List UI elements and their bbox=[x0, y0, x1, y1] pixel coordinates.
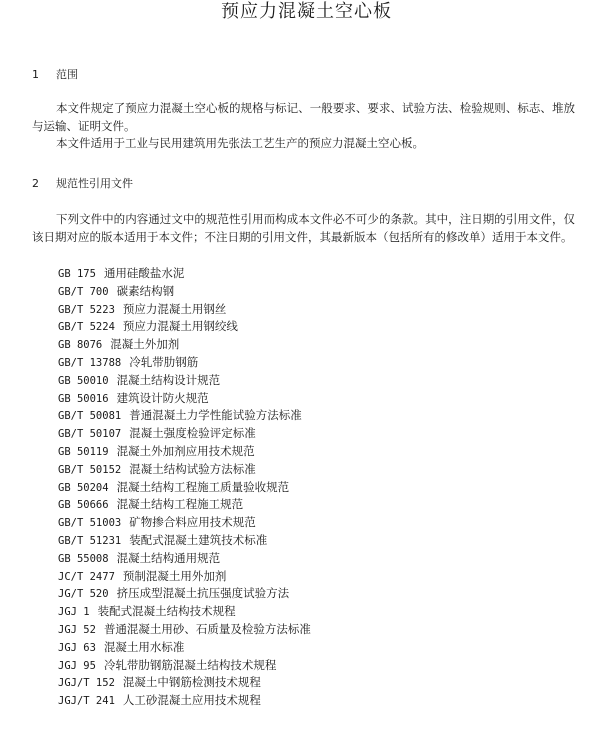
reference-code: GB 175 bbox=[58, 268, 96, 280]
reference-name: 混凝土外加剂 bbox=[110, 337, 180, 352]
reference-code: GB/T 5224 bbox=[58, 321, 115, 334]
reference-code: JGJ 95 bbox=[58, 659, 96, 672]
reference-name: 冷轧带肋钢筋 bbox=[129, 354, 199, 369]
reference-code: GB 50119 bbox=[58, 445, 109, 458]
reference-name: 混凝土结构设计规范 bbox=[116, 372, 221, 387]
reference-item bbox=[58, 301, 311, 319]
reference-code: GB/T 5223 bbox=[58, 303, 115, 316]
reference-item bbox=[58, 514, 311, 532]
reference-code: GB/T 700 bbox=[58, 285, 109, 298]
reference-item bbox=[58, 657, 311, 675]
reference-item bbox=[58, 443, 311, 461]
reference-code: GB 50666 bbox=[58, 499, 109, 512]
reference-item bbox=[58, 568, 311, 586]
section-1-title: 范围 bbox=[56, 68, 78, 81]
reference-item bbox=[58, 479, 311, 497]
reference-name: 预制混凝土用外加剂 bbox=[122, 568, 227, 583]
reference-item bbox=[58, 639, 311, 657]
reference-name: 装配式混凝土结构技术规程 bbox=[97, 604, 236, 619]
section-2-intro-text: 下列文件中的内容通过文中的规范性引用而构成本文件必不可少的条款。其中，注日期的引用文件，仅该日期对应的版本适用于本文件；不注日期的引用文件，其最新版本（包括所有的修改单）适用于本文件。 bbox=[32, 212, 575, 244]
reference-item bbox=[58, 585, 311, 603]
reference-code: GB/T 50107 bbox=[58, 428, 122, 441]
reference-name: 混凝土外加剂应用技术规范 bbox=[116, 443, 255, 458]
section-1-body bbox=[32, 100, 575, 153]
reference-name: 冷轧带肋钢筋混凝土结构技术规程 bbox=[103, 657, 277, 672]
reference-name: 混凝土中钢筋检测技术规程 bbox=[122, 675, 261, 690]
reference-item bbox=[58, 425, 311, 443]
reference-name: 通用硅酸盐水泥 bbox=[103, 266, 185, 280]
section-1-paragraph: 本文件规定了预应力混凝土空心板的规格与标记、一般要求、要求、试验方法、检验规则、标志、堆放与运输、证明文件。 bbox=[32, 101, 575, 133]
reference-code: GB/T 13788 bbox=[58, 356, 122, 369]
reference-item bbox=[58, 532, 311, 550]
reference-name: 挤压成型混凝土抗压强度试验方法 bbox=[116, 586, 290, 601]
reference-name: 建筑设计防火规范 bbox=[116, 390, 209, 405]
document-title: 预应力混凝土空心板 bbox=[221, 1, 392, 22]
reference-item bbox=[58, 283, 311, 301]
normative-reference-list bbox=[58, 265, 311, 710]
reference-code: GB 50010 bbox=[58, 374, 109, 387]
reference-name: 混凝土结构试验方法标准 bbox=[129, 461, 256, 476]
reference-item bbox=[58, 372, 311, 390]
reference-code: GB/T 51231 bbox=[58, 534, 122, 547]
reference-item bbox=[58, 550, 311, 568]
reference-code: GB/T 51003 bbox=[58, 517, 122, 530]
reference-code: JGJ/T 241 bbox=[58, 695, 115, 708]
reference-item bbox=[58, 265, 311, 283]
reference-name: 混凝土用水标准 bbox=[103, 639, 185, 654]
reference-item bbox=[58, 407, 311, 425]
reference-code: JGJ 52 bbox=[58, 623, 96, 636]
section-2-heading bbox=[32, 177, 133, 191]
reference-name: 碳素结构钢 bbox=[116, 283, 175, 298]
reference-name: 普通混凝土力学性能试验方法标准 bbox=[129, 408, 302, 423]
reference-code: GB 8076 bbox=[58, 339, 103, 352]
reference-code: GB 55008 bbox=[58, 552, 109, 565]
reference-item bbox=[58, 603, 311, 621]
section-1-heading bbox=[32, 68, 78, 82]
reference-name: 混凝土结构通用规范 bbox=[116, 550, 221, 565]
reference-name: 装配式混凝土建筑技术标准 bbox=[129, 532, 268, 547]
reference-name: 矿物掺合料应用技术规范 bbox=[129, 515, 256, 530]
section-1-number: 1 bbox=[32, 68, 39, 81]
reference-name: 混凝土强度检验评定标准 bbox=[129, 426, 256, 441]
reference-item bbox=[58, 354, 311, 372]
section-1-paragraph: 本文件适用于工业与民用建筑用先张法工艺生产的预应力混凝土空心板。 bbox=[56, 136, 424, 150]
reference-item bbox=[58, 674, 311, 692]
reference-code: JGJ/T 152 bbox=[58, 677, 115, 690]
reference-code: JC/T 2477 bbox=[58, 570, 115, 583]
reference-name: 混凝土结构工程施工质量验收规范 bbox=[116, 479, 290, 494]
reference-item bbox=[58, 336, 311, 354]
reference-code: GB 50204 bbox=[58, 481, 109, 494]
reference-name: 预应力混凝土用钢绞线 bbox=[122, 319, 238, 334]
section-2-title: 规范性引用文件 bbox=[56, 177, 133, 190]
reference-item bbox=[58, 692, 311, 710]
reference-code: GB/T 50081 bbox=[58, 410, 122, 423]
section-2-number: 2 bbox=[32, 177, 39, 190]
reference-name: 混凝土结构工程施工规范 bbox=[116, 497, 244, 512]
reference-name: 人工砂混凝土应用技术规程 bbox=[122, 693, 261, 708]
reference-item bbox=[58, 390, 311, 408]
reference-name: 普通混凝土用砂、石质量及检验方法标准 bbox=[103, 621, 311, 636]
reference-item bbox=[58, 318, 311, 336]
section-2-intro bbox=[32, 211, 575, 246]
reference-item bbox=[58, 496, 311, 514]
reference-code: GB/T 50152 bbox=[58, 463, 122, 476]
reference-item bbox=[58, 621, 311, 639]
reference-code: JGJ 1 bbox=[58, 606, 90, 619]
reference-item bbox=[58, 461, 311, 479]
reference-code: GB 50016 bbox=[58, 392, 109, 405]
reference-name: 预应力混凝土用钢丝 bbox=[122, 301, 227, 316]
reference-code: JG/T 520 bbox=[58, 588, 109, 601]
reference-code: JGJ 63 bbox=[58, 641, 96, 654]
